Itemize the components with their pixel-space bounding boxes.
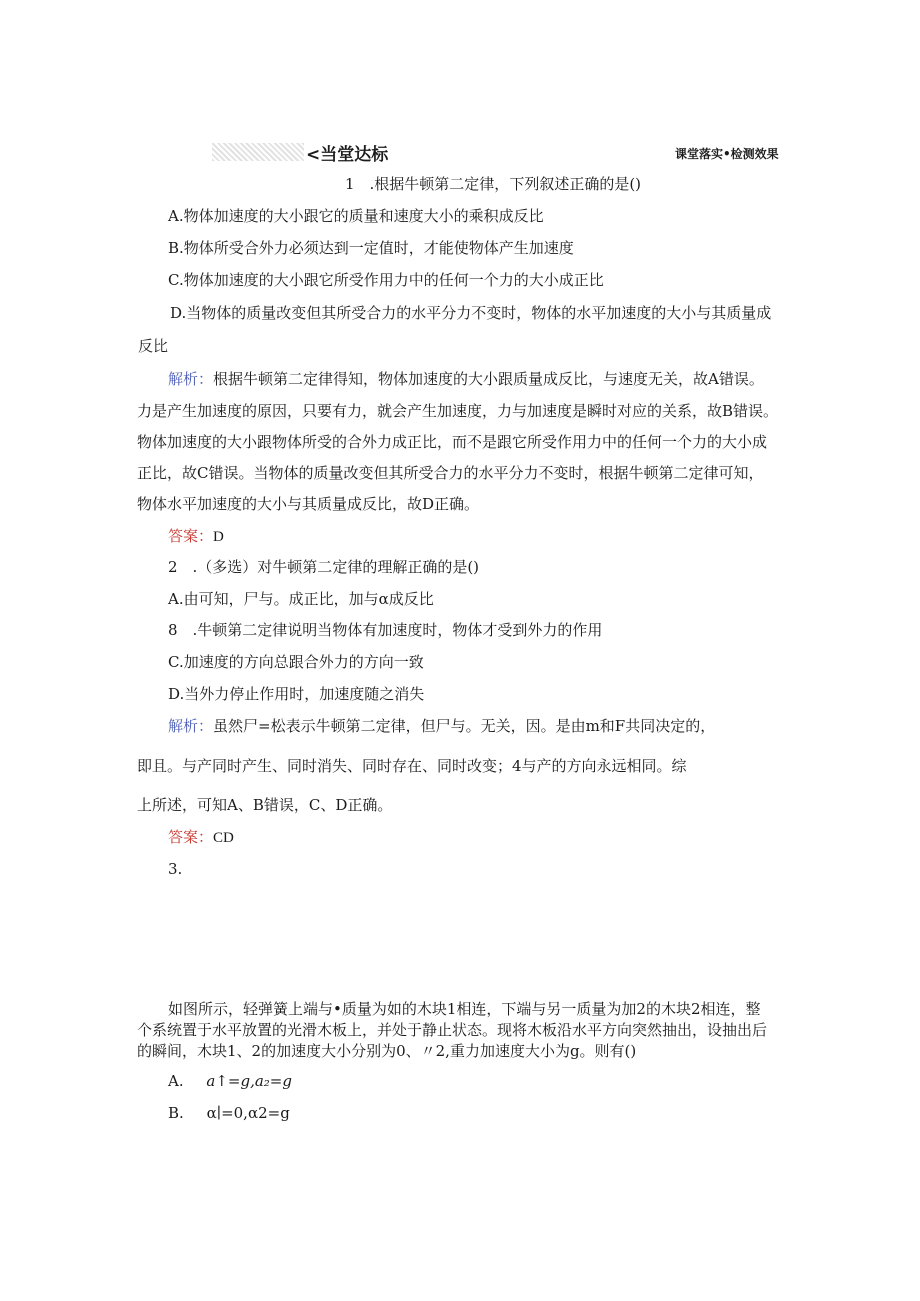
q2-analysis-line-2: 即且。与产同时产生、同时消失、同时存在、同时改变；4与产的方向永远相同。综 [137, 757, 687, 775]
q3-option-a [168, 1071, 292, 1091]
q1-option-d: D.当物体的质量改变但其所受合力的水平分力不变时，物体的水平加速度的大小与其质量成 [170, 304, 772, 322]
q2-analysis-line-3: 上所述，可知A、B错误，C、D正确。 [137, 796, 393, 814]
q3-option-a-text: a↑=g,a₂=g [206, 1072, 292, 1090]
q3-option-b [168, 1103, 290, 1123]
q1-option-a: A.物体加速度的大小跟它的质量和速度大小的乘积成反比 [168, 207, 544, 225]
q3-stem-line-2: 个系统置于水平放置的光滑木板上，并处于静止状态。现将木板沿水平方向突然抽出，设抽出后 [137, 1021, 768, 1039]
q1-answer [168, 526, 224, 547]
q1-answer-value: D [213, 529, 224, 545]
q1-analysis-line-3: 物体加速度的大小跟物体所受的合外力成正比，而不是跟它所受作用力中的任何一个力的大小成 [137, 433, 768, 451]
q2-stem: 2 .（多选）对牛顿第二定律的理解正确的是() [168, 558, 480, 576]
q3-stem-line-3: 的瞬间，木块1、2的加速度大小分别为0、〃2,重力加速度大小为g。则有() [137, 1042, 637, 1060]
q2-analysis-line [168, 716, 715, 736]
q1-analysis-line [168, 369, 764, 389]
q2-option-c: C.加速度的方向总跟合外力的方向一致 [168, 653, 424, 671]
q2-analysis-text: 虽然尸=松表示牛顿第二定律，但尸与。无关，因。是由m和F共同决定的， [213, 717, 716, 735]
header-decoration [212, 143, 304, 161]
q3-option-b-label: B. [168, 1104, 184, 1122]
q2-option-d: D.当外力停止作用时，加速度随之消失 [168, 685, 425, 703]
q1-stem: 1 .根据牛顿第二定律，下列叙述正确的是() [345, 175, 642, 193]
q1-analysis-text: 根据牛顿第二定律得知，物体加速度的大小跟质量成反比，与速度无关，故A错误。 [213, 370, 764, 388]
q3-number: 3. [168, 860, 183, 878]
q2-answer-value: CD [213, 830, 234, 846]
section-subtitle: 课堂落实•检测效果 [675, 147, 779, 161]
q1-answer-label: 答案： [168, 527, 214, 545]
q2-analysis-label: 解析： [168, 717, 214, 735]
q1-analysis-label: 解析： [168, 370, 214, 388]
q1-option-d-cont: 反比 [138, 337, 169, 355]
q2-option-a: A.由可知，尸与。成正比，加与α成反比 [168, 590, 434, 608]
q2-answer-label: 答案： [168, 828, 214, 846]
q1-analysis-line-4: 正比，故C错误。当物体的质量改变但其所受合力的水平分力不变时，根据牛顿第二定律可知， [137, 464, 764, 482]
q2-option-b: 8 .牛顿第二定律说明当物体有加速度时，物体才受到外力的作用 [168, 621, 603, 639]
section-title: <当堂达标 [306, 145, 389, 165]
q2-answer [168, 827, 234, 848]
q1-option-b: B.物体所受合外力必须达到一定值时，才能使物体产生加速度 [168, 239, 574, 257]
q1-analysis-line-5: 物体水平加速度的大小与其质量成反比，故D正确。 [137, 495, 480, 513]
q1-option-c: C.物体加速度的大小跟它所受作用力中的任何一个力的大小成正比 [168, 271, 604, 289]
q3-stem-line-1: 如图所示，轻弹簧上端与•质量为如的木块1相连，下端与另一质量为加2的木块2相连，整 [168, 1000, 761, 1018]
q3-option-a-label: A. [168, 1072, 184, 1090]
q3-option-b-text: α∣=0,α2=g [206, 1104, 290, 1122]
q1-analysis-line-2: 力是产生加速度的原因，只要有力，就会产生加速度，力与加速度是瞬时对应的关系，故B错误。 [137, 402, 779, 420]
